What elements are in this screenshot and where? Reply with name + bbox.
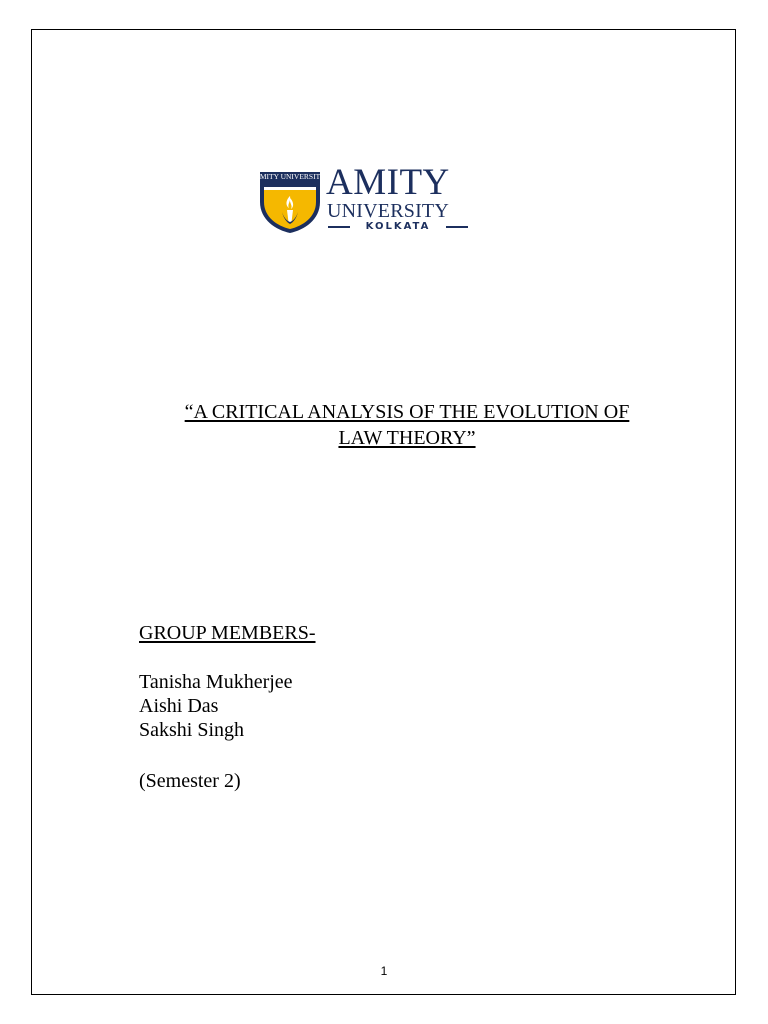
logo-campus-row (328, 221, 468, 233)
logo-divider-left (328, 226, 350, 228)
document-title (120, 399, 694, 451)
logo-campus-name: KOLKATA (365, 221, 431, 232)
group-members-list (139, 670, 293, 742)
amity-crest-icon (254, 168, 326, 234)
semester-label: (Semester 2) (139, 770, 241, 792)
logo-divider-right (446, 226, 468, 228)
group-member: Aishi Das (139, 695, 219, 717)
logo-university-wordmark: UNIVERSITY (327, 200, 449, 222)
group-member: Sakshi Singh (139, 719, 245, 741)
logo-amity-wordmark: AMITY (326, 162, 450, 203)
document-title-line-1: “A CRITICAL ANALYSIS OF THE EVOLUTION OF (184, 401, 630, 423)
group-member: Tanisha Mukherjee (139, 671, 293, 693)
group-members-heading: GROUP MEMBERS- (139, 622, 316, 644)
document-title-line-2: LAW THEORY” (338, 427, 476, 449)
amity-university-logo (254, 162, 470, 234)
crest-amity-text: AMITY UNIVERSITY (254, 172, 326, 181)
page-number: 1 (380, 964, 388, 978)
